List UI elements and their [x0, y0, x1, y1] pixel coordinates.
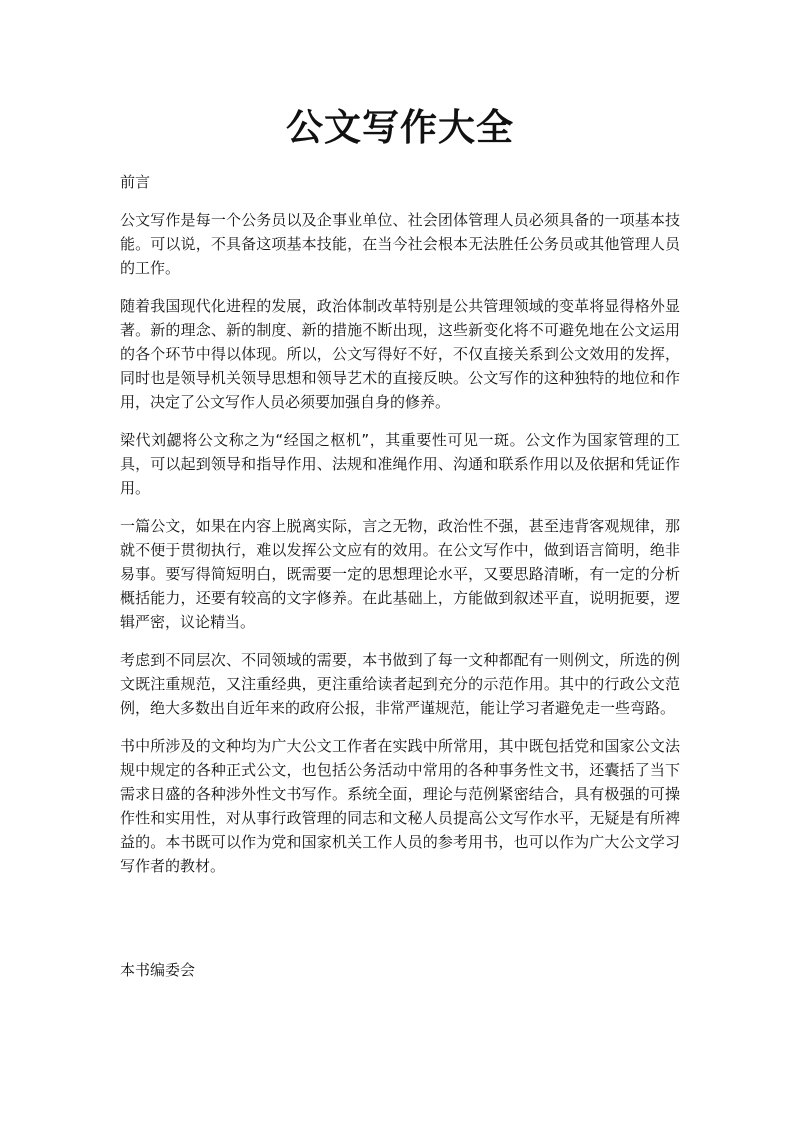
paragraph-5: 考虑到不同层次、不同领域的需要，本书做到了每一文种都配有一则例文，所选的例文既注重规范，又注重经典，更注重给读者起到充分的示范作用。其中的行政公文范例，绝大多数出自近年来的政府公报，非常严谨规范，能让学习者避免走一些弯路。	[120, 651, 680, 717]
page-title: 公文写作大全	[286, 106, 514, 149]
document-body	[120, 170, 680, 892]
signature: 本书编委会	[120, 961, 196, 979]
preface-heading: 前言	[120, 173, 151, 191]
paragraph-4: 一篇公文，如果在内容上脱离实际，言之无物，政治性不强，甚至违背客观规律，那就不便于贯彻执行，难以发挥公文应有的效用。在公文写作中，做到语言简明，绝非易事。要写得简短明白，既需要一定的思想理论水平，又要思路清晰，有一定的分析概括能力，还要有较高的文字修养。在此基础上，方能做到叙述平直，说明扼要，逻辑严密，议论精当。	[120, 517, 680, 631]
paragraph-6: 书中所涉及的文种均为广大公文工作者在实践中所常用，其中既包括党和国家公文法规中规定的各种正式公文，也包括公务活动中常用的各种事务性文书，还囊括了当下需求日盛的各种涉外性文书写作。系统全面，理论与范例紧密结合，具有极强的可操作性和实用性，对从事行政管理的同志和文秘人员提高公文写作水平，无疑是有所裨益的。本书既可以作为党和国家机关工作人员的参考用书，也可以作为广大公文学习写作者的教材。	[120, 737, 680, 875]
paragraph-3: 梁代刘勰将公文称之为“经国之枢机”，其重要性可见一斑。公文作为国家管理的工具，可以起到领导和指导作用、法规和准绳作用、沟通和联系作用以及依据和凭证作用。	[120, 431, 680, 497]
paragraph-1: 公文写作是每一个公务员以及企事业单位、社会团体管理人员必须具备的一项基本技能。可以说，不具备这项基本技能，在当今社会根本无法胜任公务员或其他管理人员的工作。	[120, 211, 680, 277]
paragraph-2: 随着我国现代化进程的发展，政治体制改革特别是公共管理领域的变革将显得格外显著。新的理念、新的制度、新的措施不断出现，这些新变化将不可避免地在公文运用的各个环节中得以体现。所以，公文写得好不好，不仅直接关系到公文效用的发挥，同时也是领导机关领导思想和领导艺术的直接反映。公文写作的这种独特的地位和作用，决定了公文写作人员必须要加强自身的修养。	[120, 297, 680, 411]
